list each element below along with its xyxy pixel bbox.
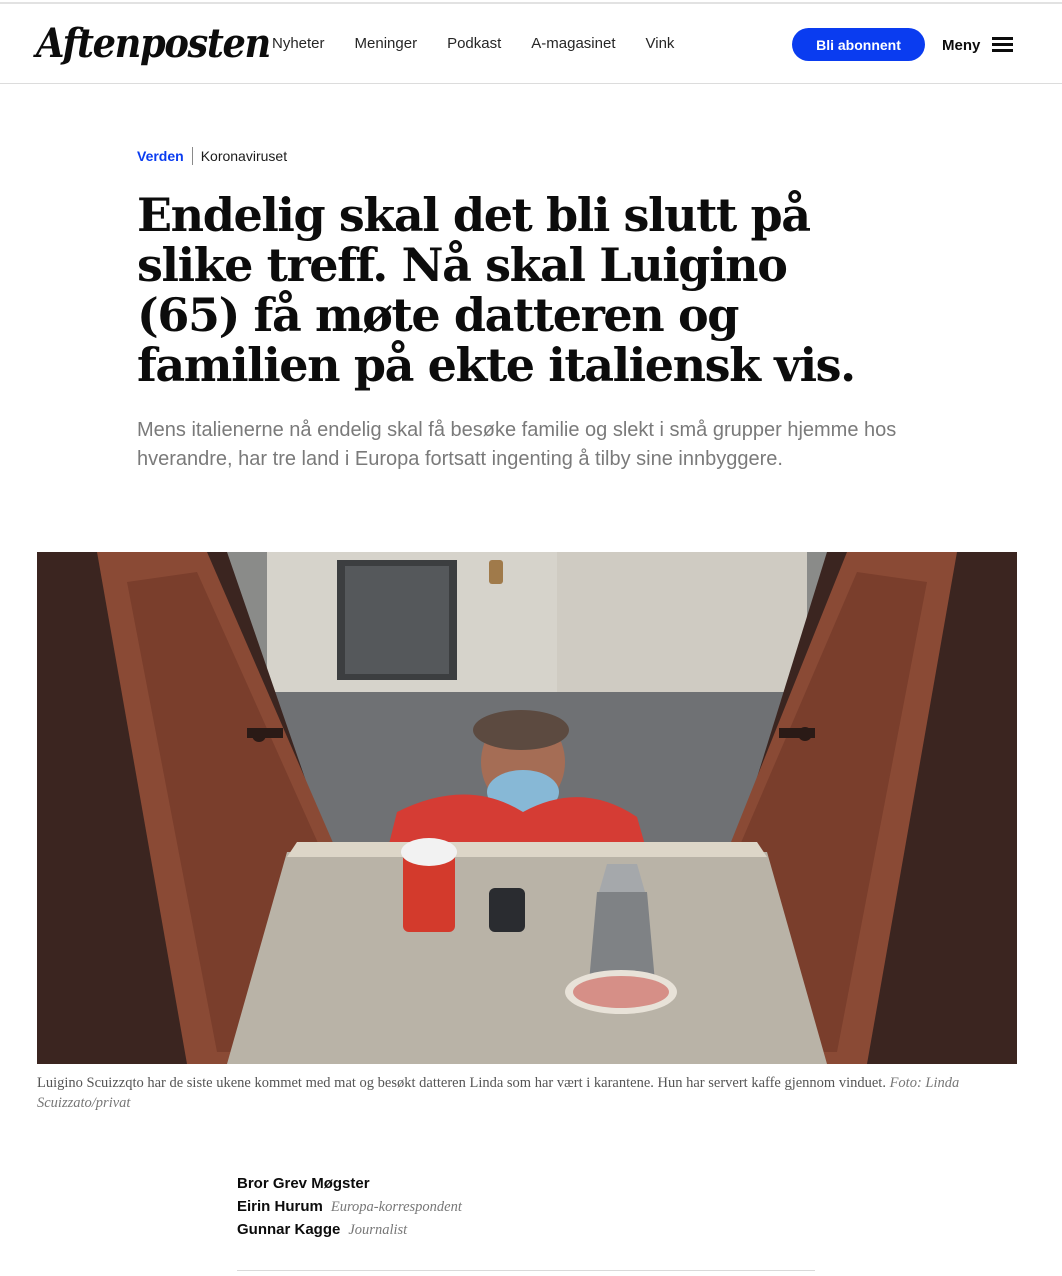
site-header bbox=[0, 4, 1062, 84]
article-photo bbox=[37, 552, 1017, 1064]
byline-name[interactable]: Bror Grev Møgster bbox=[237, 1175, 370, 1192]
article-headline: Endelig skal det bli slutt på slike treff. Nå skal Luigino (65) få møte datteren og familien på ekte italiensk vis. bbox=[137, 188, 855, 392]
photo-credit: Foto: Linda Scuizzato/privat bbox=[37, 1075, 960, 1111]
hamburger-icon bbox=[992, 37, 1013, 53]
byline bbox=[237, 1198, 462, 1221]
nav-item-podkast[interactable]: Podkast bbox=[447, 35, 502, 52]
article-kicker bbox=[137, 147, 287, 165]
topic-link[interactable]: Koronaviruset bbox=[200, 148, 288, 164]
byline-name[interactable]: Gunnar Kagge bbox=[237, 1221, 341, 1238]
section-link[interactable]: Verden bbox=[137, 148, 184, 164]
nav-item-nyheter[interactable]: Nyheter bbox=[272, 35, 325, 52]
byline-role: Journalist bbox=[348, 1222, 408, 1238]
byline bbox=[237, 1221, 462, 1244]
article-lead: Mens italienerne nå endelig skal få besøke familie og slekt i små grupper hjemme hos hverandre, har tre land i Europa fortsatt ingenting å tilby sine innbyggere. bbox=[137, 419, 897, 470]
byline-name[interactable]: Eirin Hurum bbox=[237, 1198, 323, 1215]
byline bbox=[237, 1175, 462, 1198]
main-nav bbox=[272, 34, 674, 54]
nav-item-meninger[interactable]: Meninger bbox=[354, 35, 418, 52]
aftenposten-logo[interactable]: Aftenposten bbox=[36, 20, 270, 67]
caption-text: Luigino Scuizzqto har de siste ukene kommet med mat og besøkt datteren Linda som har vært i karantene. Hun har servert kaffe gjennom vinduet. bbox=[37, 1075, 886, 1091]
subscribe-button[interactable]: Bli abonnent bbox=[792, 28, 925, 61]
menu-label: Meny bbox=[942, 36, 981, 54]
kicker-divider bbox=[192, 147, 193, 165]
nav-item-a-magasinet[interactable]: A-magasinet bbox=[531, 35, 616, 52]
menu-button[interactable] bbox=[942, 33, 1013, 57]
byline-role: Europa-korrespondent bbox=[330, 1199, 462, 1215]
byline-list bbox=[237, 1175, 462, 1244]
photo-caption bbox=[37, 1073, 1017, 1113]
byline-divider bbox=[237, 1270, 815, 1271]
nav-item-vink[interactable]: Vink bbox=[645, 35, 675, 52]
